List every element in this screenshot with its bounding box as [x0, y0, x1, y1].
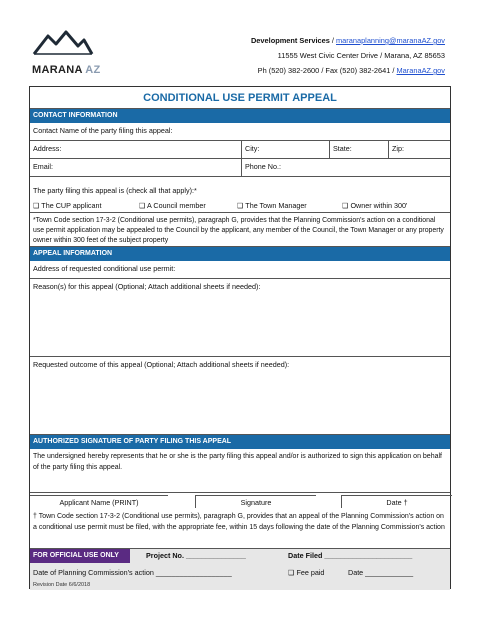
form-title: CONDITIONAL USE PERMIT APPEAL [30, 87, 450, 109]
logo-wordmark: MARANA AZ [32, 64, 101, 76]
signature-footnote: † Town Code section 17-3-2 (Conditional use permits), paragraph G, provides that an appeal of the Planning Commission's action on a conditional use permit must be filed, with the appropriate fee, within 15 days following the date of the Planning Commission's action [30, 509, 450, 549]
official-use-badge: FOR OFFICIAL USE ONLY [30, 549, 130, 563]
applicant-name-line[interactable]: Applicant Name (PRINT) [30, 495, 168, 508]
office-address: 11555 West Civic Center Drive / Marana, AZ 85653 [277, 51, 445, 60]
email-phone-row [30, 159, 450, 177]
checkbox-cup-applicant[interactable]: ❑ The CUP applicant [33, 201, 102, 210]
signature-labels-row [30, 493, 450, 509]
signature-statement: The undersigned hereby represents that he or she is the party filing this appeal and/or is authorized to sign this application on behalf of the party filing this appeal. [30, 449, 450, 493]
cup-address-field[interactable]: Address of requested conditional use permit: [30, 261, 450, 279]
office-contact-header: Development Services / maranaplanning@maranaAZ.gov 11555 West Civic Center Drive / Marana, AZ 85653 Ph (520) 382-2600 / Fax (520) 382-2641 / MaranaAZ.gov [250, 36, 445, 75]
address-row [30, 141, 450, 159]
website-link[interactable]: MaranaAZ.gov [396, 66, 445, 75]
checkbox-council-member[interactable]: ❑ A Council member [139, 201, 206, 210]
dept-name: Development Services [250, 36, 330, 45]
date-filed-field[interactable]: Date Filed ______________________ [288, 551, 413, 560]
appeal-form [29, 86, 451, 589]
email-field[interactable]: Email: [33, 162, 53, 171]
party-footnote: *Town Code section 17-3-2 (Conditional use permits), paragraph G, provides that the Planning Commission's action on a conditional use permit application may be appealed to the Council by the applicant, any member of the Council, the Town Manager or any property owner within 300 feet of the subject property [30, 213, 450, 247]
reasons-field[interactable]: Reason(s) for this appeal (Optional; Attach additional sheets if needed): [30, 279, 450, 357]
official-use-section [30, 549, 450, 590]
project-no-field[interactable]: Project No. _______________ [146, 551, 246, 560]
phone-field[interactable]: Phone No.: [241, 159, 450, 176]
state-field[interactable]: State: [329, 141, 388, 158]
email-link[interactable]: maranaplanning@maranaAZ.gov [336, 36, 445, 45]
pc-action-date-field[interactable]: Date of Planning Commission's action ___________________ [33, 568, 232, 577]
checkbox-town-manager[interactable]: ❑ The Town Manager [237, 201, 307, 210]
zip-field[interactable]: Zip: [388, 141, 450, 158]
signature-section-header: AUTHORIZED SIGNATURE OF PARTY FILING THIS APPEAL [30, 435, 450, 449]
contact-section-header: CONTACT INFORMATION [30, 109, 450, 123]
phone-fax: Ph (520) 382-2600 / Fax (520) 382-2641 / [257, 66, 397, 75]
contact-name-field[interactable]: Contact Name of the party filing this appeal: [30, 123, 450, 141]
address-field[interactable]: Address: [33, 144, 62, 153]
party-type-intro: The party filing this appeal is (check all that apply):* [33, 186, 197, 195]
city-field[interactable]: City: [241, 141, 329, 158]
date-line[interactable]: Date † [341, 495, 452, 508]
signature-line[interactable]: Signature [195, 495, 316, 508]
fee-date-field[interactable]: Date ____________ [348, 568, 414, 577]
appeal-section-header: APPEAL INFORMATION [30, 247, 450, 261]
outcome-field[interactable]: Requested outcome of this appeal (Optional; Attach additional sheets if needed): [30, 357, 450, 435]
party-type-row [30, 183, 450, 213]
fee-paid-checkbox[interactable]: ❑ Fee paid [288, 568, 325, 577]
checkbox-owner-300[interactable]: ❑ Owner within 300' [342, 201, 408, 210]
revision-date: Revision Date 6/6/2018 [33, 582, 91, 588]
